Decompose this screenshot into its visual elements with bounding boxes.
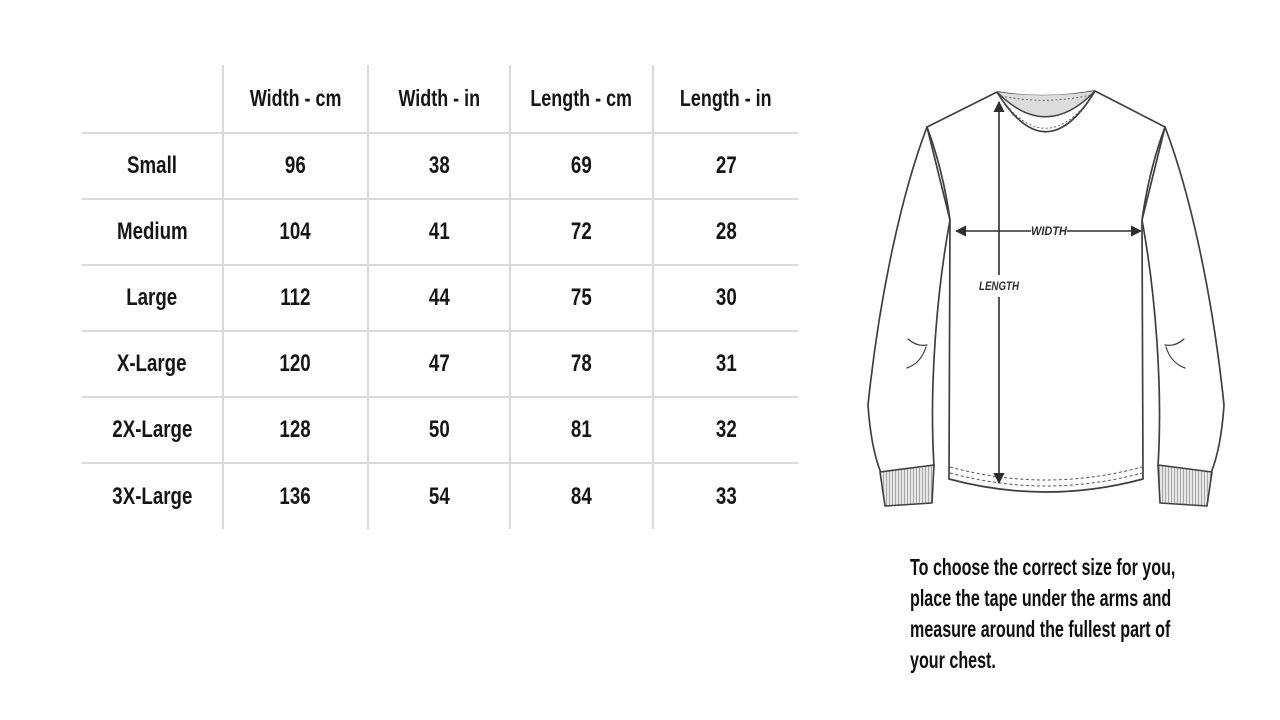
value-cell: 28	[653, 199, 798, 265]
table-row-x-large	[82, 331, 798, 397]
table-row-medium	[82, 199, 798, 265]
value-cell: 81	[510, 397, 653, 463]
col-header-width-cm: Width - cm	[223, 65, 368, 133]
instruction-line: place the tape under the arms and	[910, 585, 1172, 611]
right-cuff	[1158, 465, 1212, 506]
length-label: LENGTH	[979, 279, 1020, 293]
table-row-2x-large	[82, 397, 798, 463]
table-row-small	[82, 133, 798, 199]
value-cell: 44	[368, 265, 510, 331]
size-label: Small	[82, 133, 223, 199]
size-label: 2X-Large	[82, 397, 223, 463]
value-cell: 75	[510, 265, 653, 331]
value-cell: 84	[510, 463, 653, 529]
corner-cell	[82, 65, 223, 133]
value-cell: 69	[510, 133, 653, 199]
size-label: Large	[82, 265, 223, 331]
value-cell: 32	[653, 397, 798, 463]
value-cell: 38	[368, 133, 510, 199]
instruction-line: To choose the correct size for you,	[910, 554, 1176, 580]
size-label: 3X-Large	[82, 463, 223, 529]
value-cell: 54	[368, 463, 510, 529]
shirt-illustration	[855, 75, 1245, 535]
size-label: X-Large	[82, 331, 223, 397]
shirt-body	[927, 91, 1165, 492]
value-cell: 27	[653, 133, 798, 199]
left-cuff	[880, 465, 934, 506]
left-sleeve	[868, 127, 950, 473]
value-cell: 136	[223, 463, 368, 529]
table-row-3x-large	[82, 463, 798, 529]
value-cell: 78	[510, 331, 653, 397]
value-cell: 104	[223, 199, 368, 265]
value-cell: 41	[368, 199, 510, 265]
value-cell: 120	[223, 331, 368, 397]
value-cell: 72	[510, 199, 653, 265]
value-cell: 47	[368, 331, 510, 397]
right-sleeve	[1142, 127, 1224, 473]
value-cell: 112	[223, 265, 368, 331]
value-cell: 50	[368, 397, 510, 463]
size-chart-table	[82, 65, 798, 529]
value-cell: 96	[223, 133, 368, 199]
col-header-width-in: Width - in	[368, 65, 510, 133]
value-cell: 31	[653, 331, 798, 397]
header-row	[82, 65, 798, 133]
col-header-length-cm: Length - cm	[510, 65, 653, 133]
value-cell: 128	[223, 397, 368, 463]
sizing-instructions	[910, 552, 1280, 676]
col-header-length-in: Length - in	[653, 65, 798, 133]
instruction-line: your chest.	[910, 647, 996, 673]
instruction-line: measure around the fullest part of	[910, 616, 1171, 642]
table-row-large	[82, 265, 798, 331]
width-label: WIDTH	[1031, 224, 1068, 238]
value-cell: 30	[653, 265, 798, 331]
value-cell: 33	[715, 482, 737, 510]
size-label: Medium	[82, 199, 223, 265]
